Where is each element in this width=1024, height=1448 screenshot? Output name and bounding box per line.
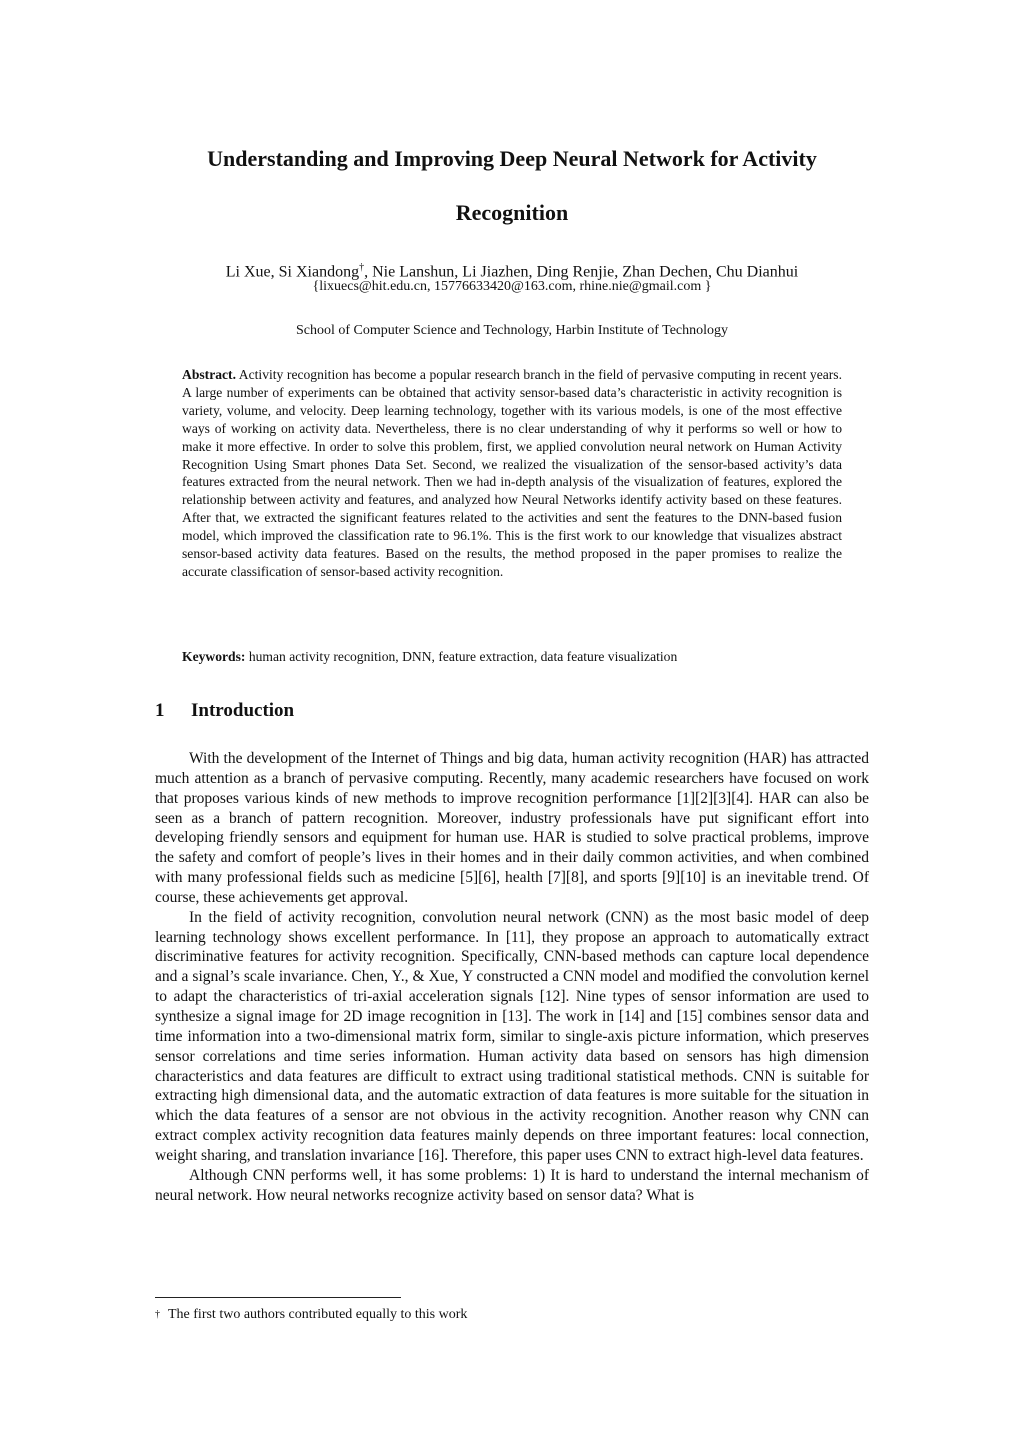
authors-first: Li Xue, Si Xiandong [225,263,360,281]
title-line-1: Understanding and Improving Deep Neural Network for Activity [207,146,817,171]
author-emails: {lixuecs@hit.edu.cn, 15776633420@163.com, rhine.nie@gmail.com } [312,279,712,294]
keywords [182,648,842,666]
keywords-text: human activity recognition, DNN, feature extraction, data feature visualization [245,649,678,664]
affiliation: School of Computer Science and Technology, Harbin Institute of Technology [295,323,729,338]
body-text [155,749,869,1205]
abstract-label: Abstract. [182,367,236,382]
footnote-rule [155,1297,401,1298]
section-heading [155,698,294,724]
title-line-2: Recognition [455,200,569,225]
abstract-text: Activity recognition has become a popular research branch in the field of pervasive computing in recent years. A large number of experiments can be obtained that activity sensor-based data’s characteristic in activity recognition is variety, volume, and velocity. Deep learning technology, together with its various models, is one of the most effective ways of working on activity data. Nevertheless, there is no clear understanding of why it performs so well or how to make it more effective. In order to solve this problem, first, we applied convolution neural network on Human Activity Recognition Using Smart phones Data Set. Second, we realized the visualization of the sensor-based activity’s data features extracted from the neural network. Then we had in-depth analysis of the visualization of features, explored the relationship between activity and features, and analyzed how Neural Networks identify activity based on these features. After that, we extracted the significant features related to the activities and sent the features to the DNN-based fusion model, which improved the classification rate to 96.1%. This is the first work to our knowledge that visualizes abstract sensor-based activity data features. Based on the results, the method proposed in the paper promises to realize the accurate classification of sensor-based activity recognition. [182,367,842,579]
footnote [155,1305,467,1325]
section-title: Introduction [191,700,295,721]
keywords-label: Keywords: [182,649,246,664]
abstract [182,366,842,581]
body-paragraph: Although CNN performs well, it has some problems: 1) It is hard to understand the internal mechanism of neural network. How neural networks recognize activity based on sensor data? What is [155,1166,869,1204]
section-number: 1 [155,700,165,721]
body-paragraph: With the development of the Internet of Things and big data, human activity recognition (HAR) has attracted much attention as a branch of pervasive computing. Recently, many academic researchers have focused on work that proposes various kinds of new methods to improve recognition performance [1][2][3][4]. HAR can also be seen as a branch of pattern recognition. Moreover, industry professionals have put significant effort into developing friendly sensors and equipment for human use. HAR is studied to solve practical problems, improve the safety and comfort of people’s lives in their homes and in their daily common activities, and when combined with many professional fields such as medicine [5][6], health [7][8], and sports [9][10] is an inevitable trend. Of course, these achievements get approval. [155,750,869,906]
paper-title [120,132,904,240]
footnote-mark: † [155,1309,160,1320]
authors-rest: , Nie Lanshun, Li Jiazhen, Ding Renjie, Zhan Dechen, Chu Dianhui [364,263,799,281]
author-footnote-mark: † [359,262,365,273]
footnote-text: The first two authors contributed equally to this work [168,1307,468,1322]
body-paragraph: In the field of activity recognition, convolution neural network (CNN) as the most basic model of deep learning technology shows excellent performance. In [11], they propose an approach to automatically extract discriminative features for activity recognition. Specifically, CNN-based methods can capture local dependence and a signal’s scale invariance. Chen, Y., & Xue, Y constructed a CNN model and modified the convolution kernel to adapt the characteristics of tri-axial acceleration signals [12]. Nine types of sensor information are used to synthesize a signal image for 2D image recognition in [13]. The work in [14] and [15] combines sensor data and time information into a two-dimensional matrix form, similar to single-axis picture information, which preserves sensor correlations and time series information. Human activity data based on sensors has high dimension characteristics and data features are difficult to extract using traditional statistical methods. CNN is suitable for extracting high dimensional data, and the automatic extraction of data features is more suitable for the situation in which the data features of a sensor are not obvious in the activity recognition. Another reason why CNN can extract complex activity recognition data features mainly depends on three important features: local connection, weight sharing, and translation invariance [16]. Therefore, this paper uses CNN to extract high-level data features. [155,908,869,1164]
